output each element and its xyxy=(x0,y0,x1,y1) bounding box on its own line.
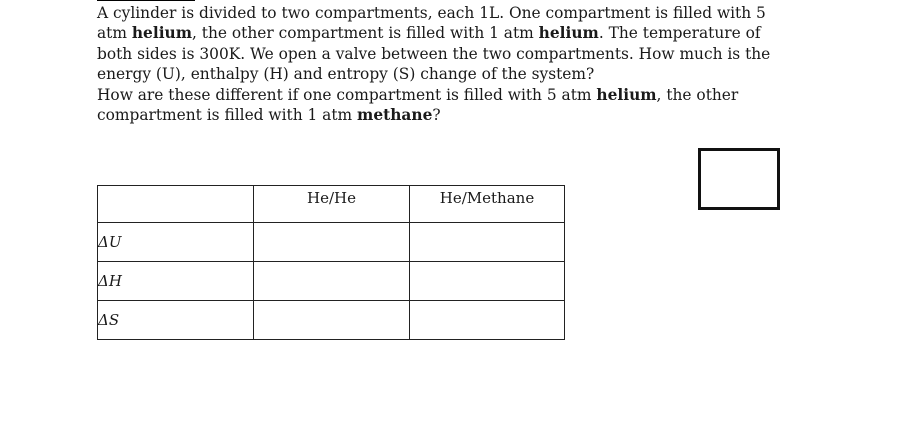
question-paragraph-1 xyxy=(97,3,797,85)
question-text-segment: . The temperature of both sides is 300K. We open a valve between the two compartments. How much is the energy (U), enthalpy (H) and entropy (S) change of the system? xyxy=(97,24,771,84)
row-label: ΔU xyxy=(98,223,254,262)
question-bold-term: helium xyxy=(596,85,657,104)
table-cell[interactable] xyxy=(254,301,410,340)
table-header-row xyxy=(98,186,565,223)
row-label: ΔS xyxy=(98,301,254,340)
table-header-cell xyxy=(98,186,254,223)
question-text-segment: , the other compartment is filled with 1 atm xyxy=(97,85,739,125)
question-bold-term: methane xyxy=(357,106,433,125)
question-text-segment: How are these different if one compartment is filled with 5 atm xyxy=(97,85,597,104)
table-cell[interactable] xyxy=(410,301,565,340)
table-cell[interactable] xyxy=(254,223,410,262)
question-text-segment: A cylinder is divided to two compartments, each 1L. One compartment is filled with 5 atm xyxy=(97,4,766,43)
table-row xyxy=(98,223,565,262)
table-row xyxy=(98,262,565,301)
table-cell[interactable] xyxy=(410,223,565,262)
table-cell[interactable] xyxy=(254,262,410,301)
answer-box[interactable] xyxy=(698,148,780,210)
results-table xyxy=(97,185,565,340)
top-rule xyxy=(97,0,195,1)
question-bold-term: helium xyxy=(538,24,599,43)
table-cell[interactable] xyxy=(410,262,565,301)
row-label: ΔH xyxy=(98,262,254,301)
question-text xyxy=(97,3,797,125)
question-text-segment: ? xyxy=(432,106,441,125)
question-bold-term: helium xyxy=(131,24,193,43)
question-paragraph-2 xyxy=(97,85,797,126)
table-header-cell: He/He xyxy=(254,186,410,223)
question-text-segment: , the other compartment is filled with 1 atm xyxy=(192,24,539,43)
table-header-cell: He/Methane xyxy=(410,186,565,223)
table-row xyxy=(98,301,565,340)
